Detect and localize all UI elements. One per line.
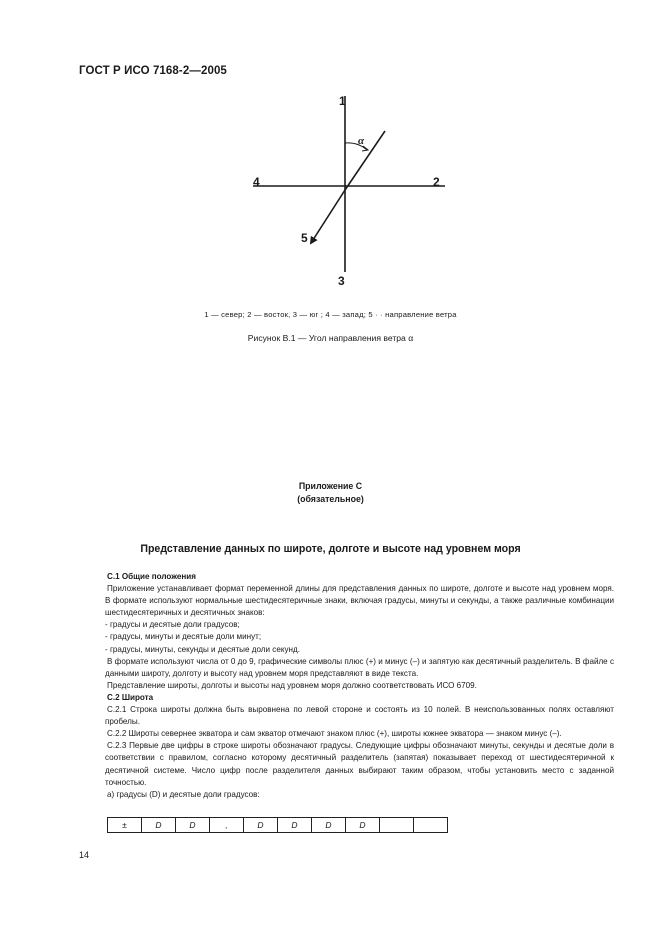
table-cell: D <box>244 818 278 833</box>
table-cell: D <box>142 818 176 833</box>
section-c1-paragraph-1: Приложение устанавливает формат переменной длины для представления данных по широте, долготе и высоте над уровнем моря. В формате используют нормальные шестидесятеричные знаки, включая градусы, минуты и секунды, а также различные комбинации шестидесятеричных и десятичных знаков: <box>105 584 614 618</box>
list-item: - градусы и десятые доли градусов; <box>105 620 240 630</box>
label-wind: 5 <box>301 231 308 245</box>
wind-direction-figure <box>245 88 455 293</box>
table-cell: D <box>278 818 312 833</box>
section-c2-heading: С.2 Широта <box>107 692 154 702</box>
label-angle: α <box>358 135 365 147</box>
latitude-format-table <box>107 817 448 833</box>
label-east: 2 <box>433 175 440 189</box>
wind-direction-arrow <box>311 190 345 243</box>
label-west: 4 <box>253 175 260 189</box>
figure-caption: Рисунок В.1 — Угол направления ветра α <box>247 333 414 343</box>
label-north: 1 <box>339 94 346 108</box>
table-cell: D <box>176 818 210 833</box>
section-c1-paragraph-3: Представление широты, долготы и высоты над уровнем моря должно соответствовать ИСО 6709. <box>107 680 477 690</box>
figure-legend: 1 — север; 2 — восток, 3 — юг ; 4 — запад; 5 · · направление ветра <box>204 310 457 319</box>
section-c2-paragraph-2: С.2.2 Широты севернее экватора и сам экватор отмечают знаком плюс (+), широты южнее экватора — знаком минус (–). <box>107 729 562 739</box>
appendix-main-title: Представление данных по широте, долготе и высоте над уровнем моря <box>140 543 521 555</box>
section-c2-paragraph-3: С.2.3 Первые две цифры в строке широты обозначают градусы. Следующие цифры обозначают минуты, секунды и десятые доли в соответствии с правилом, согласно которому десятичный разделитель (запятая) показывает переход от шестидесятеричной к десятичной системе. Число цифр после разделителя данных выбирают таким образом, чтобы установить место с заданной точностью. <box>105 741 614 787</box>
section-c1-paragraph-2: В формате используют числа от 0 до 9, графические символы плюс (+) и минус (–) и запятую как десятичный разделитель. В файле с данными широту, долготу и высоту над уровнем моря представляют в виде текста. <box>105 656 614 678</box>
section-c1-heading: С.1 Общие положения <box>107 572 196 581</box>
table-cell <box>414 818 448 833</box>
wind-direction-line <box>345 131 385 190</box>
appendix-body <box>105 571 614 801</box>
label-south: 3 <box>338 274 345 288</box>
document-header: ГОСТ Р ИСО 7168-2—2005 <box>79 65 227 77</box>
appendix-subtitle: (обязательное) <box>297 494 364 504</box>
table-cell: , <box>210 818 244 833</box>
table-cell <box>380 818 414 833</box>
list-item: - градусы, минуты и десятые доли минут; <box>105 632 262 642</box>
page-number: 14 <box>79 850 90 860</box>
table-cell: ± <box>108 818 142 833</box>
table-row <box>108 818 448 833</box>
appendix-title: Приложение С <box>298 481 363 491</box>
table-cell: D <box>346 818 380 833</box>
table-cell: D <box>312 818 346 833</box>
list-item: - градусы, минуты, секунды и десятые доли секунд. <box>105 644 300 654</box>
section-c2-paragraph-1: С.2.1 Строка широты должна быть выровнена по левой стороне и состоять из 10 полей. В неиспользованных полях оставляют пробелы. <box>105 705 614 727</box>
section-c2-item-a: а) градусы (D) и десятые доли градусов: <box>107 789 260 799</box>
